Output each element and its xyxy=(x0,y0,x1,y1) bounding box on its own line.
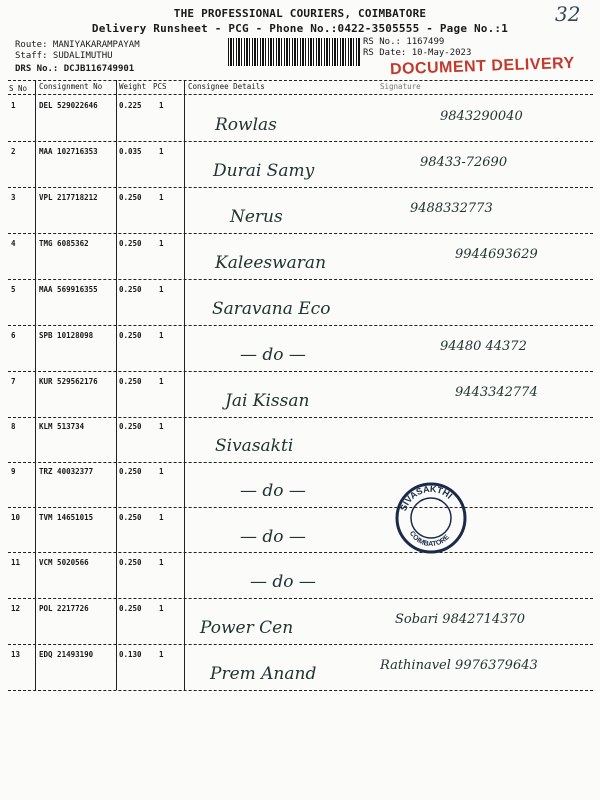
row-consignment: KUR 529562176 xyxy=(39,377,98,386)
row-pcs: 1 xyxy=(159,285,164,294)
row-consignment: TVM 14651015 xyxy=(39,513,94,522)
row-consignee: — do — xyxy=(240,527,306,547)
row-separator xyxy=(8,233,593,234)
row-consignee: Saravana Eco xyxy=(212,299,331,319)
row-weight: 0.250 xyxy=(119,193,142,202)
row-signature: Rathinavel 9976379643 xyxy=(380,658,538,673)
row-weight: 0.250 xyxy=(119,285,142,294)
row-sno: 8 xyxy=(11,422,16,431)
row-consignee: Jai Kissan xyxy=(225,391,310,411)
row-consignee: Rowlas xyxy=(215,115,277,135)
page-mark: 32 xyxy=(555,2,581,26)
row-sno: 6 xyxy=(11,331,16,340)
row-sno: 11 xyxy=(11,558,21,567)
row-pcs: 1 xyxy=(159,650,164,659)
header-top-rule xyxy=(8,80,593,81)
row-weight: 0.250 xyxy=(119,604,142,613)
row-consignment: TRZ 40032377 xyxy=(39,467,94,476)
row-pcs: 1 xyxy=(159,377,164,386)
row-weight: 0.130 xyxy=(119,650,142,659)
row-pcs: 1 xyxy=(159,331,164,340)
row-consignee: — do — xyxy=(250,572,316,592)
row-signature: 94480 44372 xyxy=(440,339,527,354)
row-consignment: SPB 10128098 xyxy=(39,331,94,340)
row-consignment: DEL 529022646 xyxy=(39,101,98,110)
row-separator xyxy=(8,325,593,326)
row-weight: 0.035 xyxy=(119,147,142,156)
row-separator xyxy=(8,598,593,599)
row-weight: 0.250 xyxy=(119,513,142,522)
row-signature: 9944693629 xyxy=(455,247,538,262)
row-weight: 0.250 xyxy=(119,239,142,248)
row-sno: 9 xyxy=(11,467,16,476)
row-pcs: 1 xyxy=(159,558,164,567)
runsheet-title: Delivery Runsheet - PCG - Phone No.:0422-3505555 - Page No.:1 xyxy=(91,22,509,35)
row-signature: Sobari 9842714370 xyxy=(395,612,526,627)
col-sno: S No xyxy=(9,84,28,93)
row-consignee: Sivasakti xyxy=(215,436,294,456)
row-separator xyxy=(8,644,593,645)
row-signature: 98433-72690 xyxy=(420,155,508,170)
row-sno: 7 xyxy=(11,377,16,386)
row-sno: 1 xyxy=(11,101,16,110)
document-delivery-stamp: DOCUMENT DELIVERY xyxy=(389,54,576,79)
row-consignee: Kaleeswaran xyxy=(215,253,327,273)
row-consignment: KLM 513734 xyxy=(39,422,85,431)
row-consignment: MAA 102716353 xyxy=(39,147,98,156)
row-separator xyxy=(8,141,593,142)
rs-date: RS Date: 10-May-2023 xyxy=(363,48,472,58)
row-consignee: Durai Samy xyxy=(213,161,315,181)
row-consignee: — do — xyxy=(240,345,306,365)
row-consignment: TMG 6085362 xyxy=(39,239,89,248)
row-sno: 5 xyxy=(11,285,16,294)
row-signature: 9443342774 xyxy=(455,385,538,400)
row-sno: 10 xyxy=(11,513,21,522)
row-consignee: — do — xyxy=(240,481,306,501)
row-consignment: VPL 217718212 xyxy=(39,193,98,202)
seal-top-text: SIVASAKTHI xyxy=(398,483,455,513)
row-consignee: Power Cen xyxy=(200,618,294,638)
row-pcs: 1 xyxy=(159,239,164,248)
row-consignment: EDQ 21493190 xyxy=(39,650,94,659)
row-weight: 0.225 xyxy=(119,101,142,110)
row-sno: 3 xyxy=(11,193,16,202)
row-separator xyxy=(8,462,593,463)
row-consignee: Prem Anand xyxy=(210,664,317,684)
rs-number: RS No.: 1167499 xyxy=(363,37,445,47)
row-consignment: POL 2217726 xyxy=(39,604,89,613)
row-separator xyxy=(8,371,593,372)
row-consignment: MAA 569916355 xyxy=(39,285,98,294)
row-separator xyxy=(8,187,593,188)
row-pcs: 1 xyxy=(159,193,164,202)
row-weight: 0.250 xyxy=(119,467,142,476)
row-pcs: 1 xyxy=(159,101,164,110)
col-signature: Signature xyxy=(380,82,421,91)
row-signature: 9843290040 xyxy=(440,109,523,124)
row-weight: 0.250 xyxy=(119,377,142,386)
row-separator xyxy=(8,507,593,508)
col-consignment: Consignment No xyxy=(39,82,103,91)
row-weight: 0.250 xyxy=(119,422,142,431)
row-sno: 2 xyxy=(11,147,16,156)
row-pcs: 1 xyxy=(159,604,164,613)
company-title: THE PROFESSIONAL COURIERS, COIMBATORE xyxy=(173,7,427,20)
row-separator xyxy=(8,279,593,280)
row-sno: 4 xyxy=(11,239,16,248)
row-weight: 0.250 xyxy=(119,331,142,340)
row-pcs: 1 xyxy=(159,422,164,431)
staff-label: Staff: SUDALIMUTHU xyxy=(15,51,113,61)
col-weight: Weight xyxy=(119,82,147,91)
sivasakthi-seal xyxy=(395,482,467,554)
drs-number: DRS No.: DCJB116749901 xyxy=(15,64,135,74)
row-sno: 12 xyxy=(11,604,21,613)
row-consignee: Nerus xyxy=(230,207,283,227)
header-bottom-rule xyxy=(8,94,593,95)
row-pcs: 1 xyxy=(159,147,164,156)
row-weight: 0.250 xyxy=(119,558,142,567)
row-separator xyxy=(8,552,593,553)
row-separator xyxy=(8,690,593,691)
row-consignment: VCM 5020566 xyxy=(39,558,89,567)
row-signature: 9488332773 xyxy=(410,201,493,216)
col-consignee: Consignee Details xyxy=(188,82,265,91)
row-sno: 13 xyxy=(11,650,21,659)
row-pcs: 1 xyxy=(159,467,164,476)
row-pcs: 1 xyxy=(159,513,164,522)
route-label: Route: MANIYAKARAMPAYAM xyxy=(15,40,140,50)
col-pcs: PCS xyxy=(153,82,167,91)
row-separator xyxy=(8,417,593,418)
barcode xyxy=(228,38,360,66)
seal-bottom-text: COIMBATORE xyxy=(407,530,452,549)
